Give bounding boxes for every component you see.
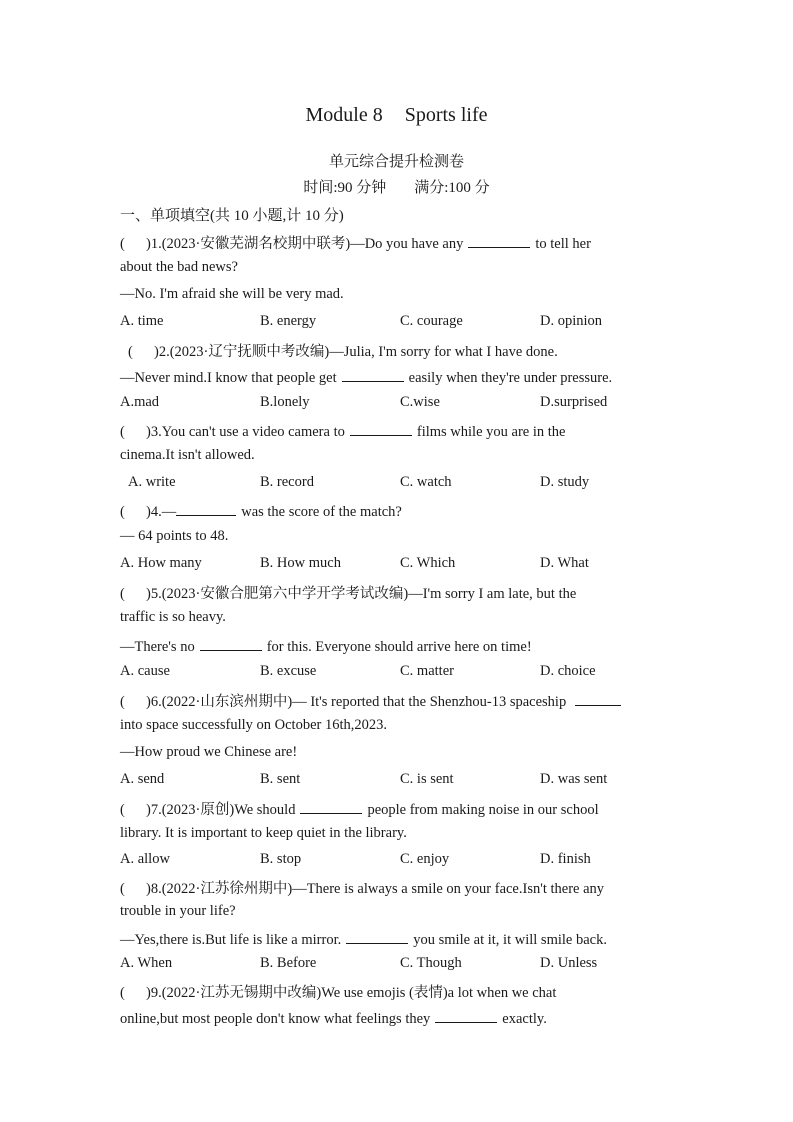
question-5: ( )5.(2023·安徽合肥第六中学开学考试改编)—I'm sorry I am late, but the <box>120 586 577 602</box>
exam-subtitle: 单元综合提升检测卷 <box>328 154 464 170</box>
answer-blank <box>176 501 236 516</box>
question-6-cont: into space successfully on October 16th,2023. <box>120 717 387 733</box>
question-6: ( )6.(2022·山东滨州期中)— It's reported that the Shenzhou-13 spaceship <box>120 690 626 711</box>
answer-blank <box>200 636 262 651</box>
option-b: B.lonely <box>260 394 310 410</box>
option-b: B. Before <box>260 955 317 971</box>
option-b: B. sent <box>260 771 301 787</box>
time-limit: 时间:90 分钟 <box>303 180 387 196</box>
option-c: C. courage <box>400 313 463 329</box>
question-2: ( )2.(2023·辽宁抚顺中考改编)—Julia, I'm sorry for what I have done. <box>128 344 558 360</box>
answer-blank <box>575 691 621 706</box>
question-1-cont: about the bad news? <box>120 259 238 275</box>
question-5-cont: traffic is so heavy. <box>120 609 226 625</box>
option-a: A. send <box>120 771 165 787</box>
question-6-reply: —How proud we Chinese are! <box>120 744 298 760</box>
option-c: C. matter <box>400 663 454 679</box>
question-2-reply: —Never mind.I know that people get easily when they're under pressure. <box>120 367 612 387</box>
question-1-reply: —No. I'm afraid she will be very mad. <box>120 286 344 302</box>
option-c: C. is sent <box>400 771 454 787</box>
question-7: ( )7.(2023·原创)We should people from making noise in our school <box>120 798 599 819</box>
option-d: D.surprised <box>540 394 608 410</box>
option-d: D. study <box>540 474 590 490</box>
answer-blank <box>346 929 408 944</box>
option-a: A. How many <box>120 555 202 571</box>
option-b: B. stop <box>260 851 302 867</box>
question-9: ( )9.(2022·江苏无锡期中改编)We use emojis (表情)a lot when we chat <box>120 985 557 1001</box>
answer-blank <box>350 421 412 436</box>
full-score: 满分:100 分 <box>414 180 490 196</box>
option-d: D. was sent <box>540 771 608 787</box>
module-label: Module 8 <box>305 104 383 126</box>
option-c: C. Which <box>400 555 456 571</box>
option-c: C. enjoy <box>400 851 450 867</box>
option-d: D. choice <box>540 663 596 679</box>
option-a: A. allow <box>120 851 170 867</box>
question-4-reply: — 64 points to 48. <box>120 528 229 544</box>
option-d: D. finish <box>540 851 591 867</box>
question-4: ( )4.— was the score of the match? <box>120 501 402 521</box>
option-a: A. time <box>120 313 164 329</box>
option-c: C. Though <box>400 955 462 971</box>
option-a: A. write <box>128 474 176 490</box>
option-b: B. How much <box>260 555 341 571</box>
option-b: B. energy <box>260 313 317 329</box>
question-3: ( )3.You can't use a video camera to films while you are in the <box>120 421 565 441</box>
option-c: C. watch <box>400 474 452 490</box>
option-c: C.wise <box>400 394 440 410</box>
question-8: ( )8.(2022·江苏徐州期中)—There is always a smile on your face.Isn't there any <box>120 881 605 897</box>
topic-label: Sports life <box>404 104 488 126</box>
option-d: D. What <box>540 555 589 571</box>
option-d: D. Unless <box>540 955 598 971</box>
option-a: A. When <box>120 955 173 971</box>
option-a: A. cause <box>120 663 170 679</box>
question-5-reply: —There's no for this. Everyone should arrive here on time! <box>120 636 532 656</box>
page-title <box>0 104 793 127</box>
question-8-reply: —Yes,there is.But life is like a mirror. you smile at it, it will smile back. <box>120 929 607 949</box>
option-b: B. excuse <box>260 663 317 679</box>
section-heading: 一、单项填空(共 10 小题,计 10 分) <box>120 208 344 224</box>
option-d: D. opinion <box>540 313 603 329</box>
option-b: B. record <box>260 474 314 490</box>
question-3-cont: cinema.It isn't allowed. <box>120 447 255 463</box>
answer-blank <box>435 1008 497 1023</box>
exam-meta <box>0 176 793 197</box>
option-a: A.mad <box>120 394 160 410</box>
question-9-cont: online,but most people don't know what feelings they exactly. <box>120 1008 547 1028</box>
question-8-cont: trouble in your life? <box>120 903 236 919</box>
answer-blank <box>468 233 530 248</box>
answer-blank <box>300 799 362 814</box>
question-7-cont: library. It is important to keep quiet in the library. <box>120 825 407 841</box>
question-1: ( )1.(2023·安徽芜湖名校期中联考)—Do you have any to tell her <box>120 232 591 253</box>
answer-blank <box>342 367 404 382</box>
